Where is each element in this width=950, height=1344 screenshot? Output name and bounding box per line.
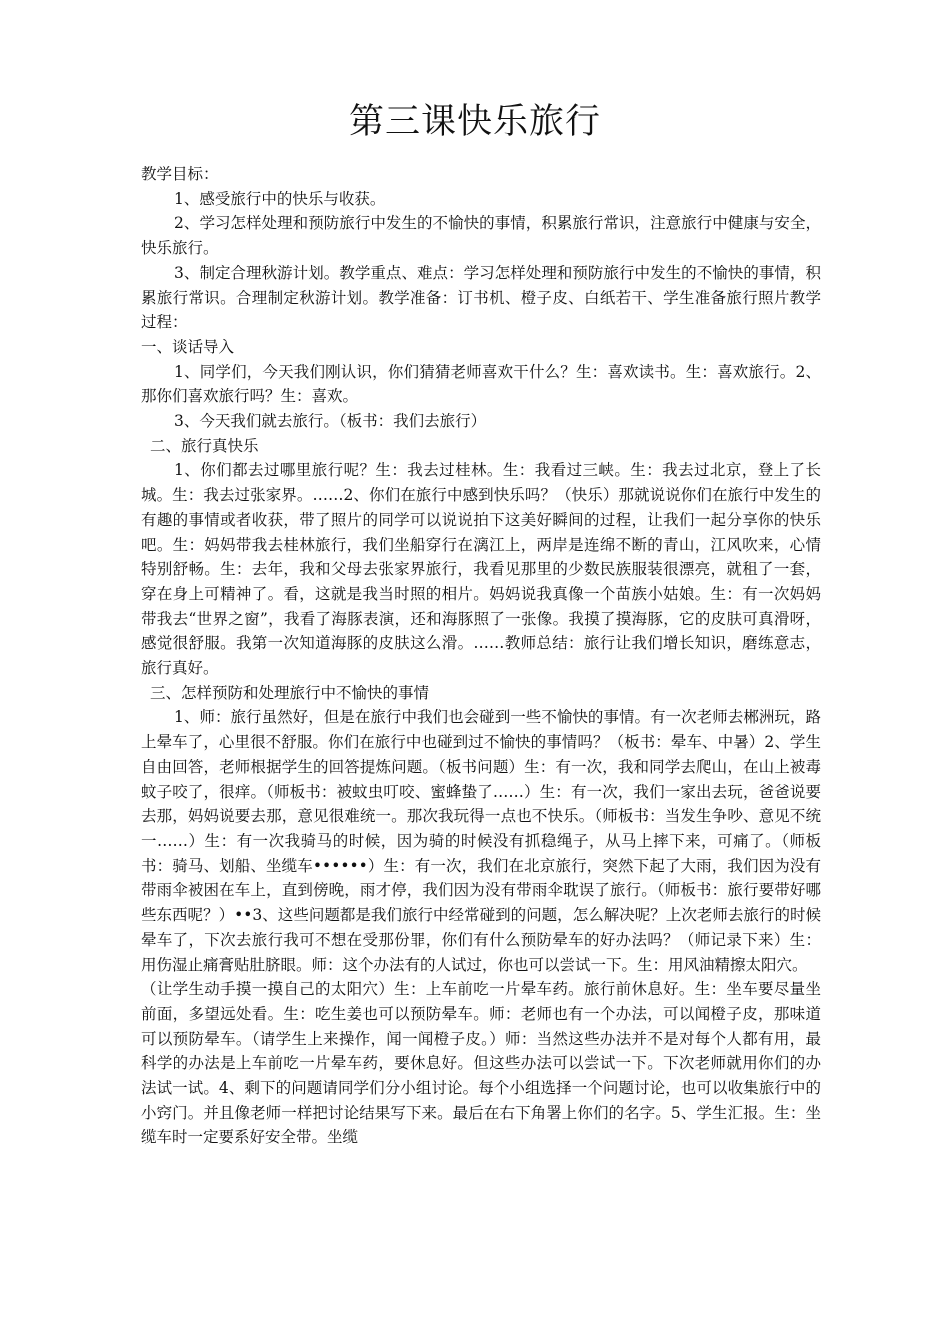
paragraph-objective-3: 3、制定合理秋游计划。教学重点、难点：学习怎样处理和预防旅行中发生的不愉快的事情，积累旅行常识。合理制定秋游计划。教学准备：订书机、橙子皮、白纸若干、学生准备旅行照片教学过程： bbox=[141, 263, 821, 332]
paragraph-objective-1: 1、感受旅行中的快乐与收获。 bbox=[174, 189, 386, 208]
paragraph-intro-1: 1、同学们，今天我们刚认识，你们猜猜老师喜欢干什么？生：喜欢读书。生：喜欢旅行。2、那你们喜欢旅行吗？生：喜欢。 bbox=[141, 362, 821, 406]
paragraph-intro-3: 3、今天我们就去旅行。（板书：我们去旅行） bbox=[174, 412, 487, 431]
page-title: 第三课快乐旅行 bbox=[348, 102, 601, 142]
paragraph-travel-happy: 1、你们都去过哪里旅行呢？生：我去过桂林。生：我看过三峡。生：我去过北京，登上了长城。生：我去过张家界。……2、你们在旅行中感到快乐吗？（快乐）那就说说你们在旅行中发生的有趣的事情或者收获，带了照片的同学可以说说拍下这美好瞬间的过程，让我们一起分享你的快乐吧。生：妈妈带我去桂林旅行，我们坐船穿行在漓江上，两岸是连绵不断的青山，江风吹来，心情特别舒畅。生：去年，我和父母去张家界旅行，我看见那里的少数民族服装很漂亮，就租了一套，穿在身上可精神了。看，这就是我当时照的相片。妈妈说我真像一个苗族小姑娘。生：有一次妈妈带我去“世界之窗”，我看了海豚表演，还和海豚照了一张像。我摸了摸海豚，它的皮肤可真滑呀，感觉很舒服。我第一次知道海豚的皮肤这么滑。……教师总结：旅行让我们增长知识，磨练意志，旅行真好。 bbox=[141, 461, 821, 678]
paragraph-motion-sickness: （让学生动手摸一摸自己的太阳穴）生：上车前吃一片晕车药。旅行前休息好。生：坐车要尽量坐前面，多望远处看。生：吃生姜也可以预防晕车。师：老师也有一个办法，可以闻橙子皮，那味道可以预防晕车。（请学生上来操作，闻一闻橙子皮。）师：当然这些办法并不是对每个人都有用，最科学的办法是上车前吃一片晕车药，要休息好。但这些办法可以尝试一下。下次老师就用你们的办法试一试。4、剩下的问题请同学们分小组讨论。每个小组选择一个问题讨论，也可以收集旅行中的小窍门。并且像老师一样把讨论结果写下来。最后在右下角署上你们的名字。5、学生汇报。生：坐缆车时一定要系好安全带。坐缆 bbox=[141, 980, 821, 1147]
paragraph-objective-2: 2、学习怎样处理和预防旅行中发生的不愉快的事情，积累旅行常识，注意旅行中健康与安全，快乐旅行。 bbox=[141, 214, 821, 258]
section-heading-1: 一、谈话导入 bbox=[141, 337, 235, 356]
document-body bbox=[141, 162, 821, 1150]
paragraph-objectives-heading: 教学目标： bbox=[141, 165, 219, 183]
paragraph-unpleasant-events: 1、师：旅行虽然好，但是在旅行中我们也会碰到一些不愉快的事情。有一次老师去郴洲玩，路上晕车了，心里很不舒服。你们在旅行中也碰到过不愉快的事情吗？（板书：晕车、中暑）2、学生自由回答，老师根据学生的回答提炼问题。（板书问题）生：有一次，我和同学去爬山，在山上被毒蚊子咬了，很痒。（师板书：被蚊虫叮咬、蜜蜂蛰了……）生：有一次，我们一家出去玩，爸爸说要去那，妈妈说要去那，意见很难统一。那次我玩得一点也不快乐。（师板书：当发生争吵、意见不统一……）生：有一次我骑马的时候，因为骑的时候没有抓稳绳子，从马上摔下来，可痛了。（师板书：骑马、划船、坐缆车••••••）生：有一次，我们在北京旅行，突然下起了大雨，我们因为没有带雨伞被困在车上，直到傍晚，雨才停，我们因为没有带雨伞耽误了旅行。（师板书：旅行要带好哪些东西呢？）••3、这些问题都是我们旅行中经常碰到的问题，怎么解决呢？上次老师去旅行的时候晕车了，下次去旅行我可不想在受那份罪，你们有什么预防晕车的好办法吗？（师记录下来）生：用伤湿止痛膏贴肚脐眼。师：这个办法有的人试过，你也可以尝试一下。生：用风油精擦太阳穴。 bbox=[141, 708, 821, 974]
section-heading-2: 二、旅行真快乐 bbox=[150, 436, 259, 455]
section-heading-3: 三、怎样预防和处理旅行中不愉快的事情 bbox=[150, 683, 430, 702]
